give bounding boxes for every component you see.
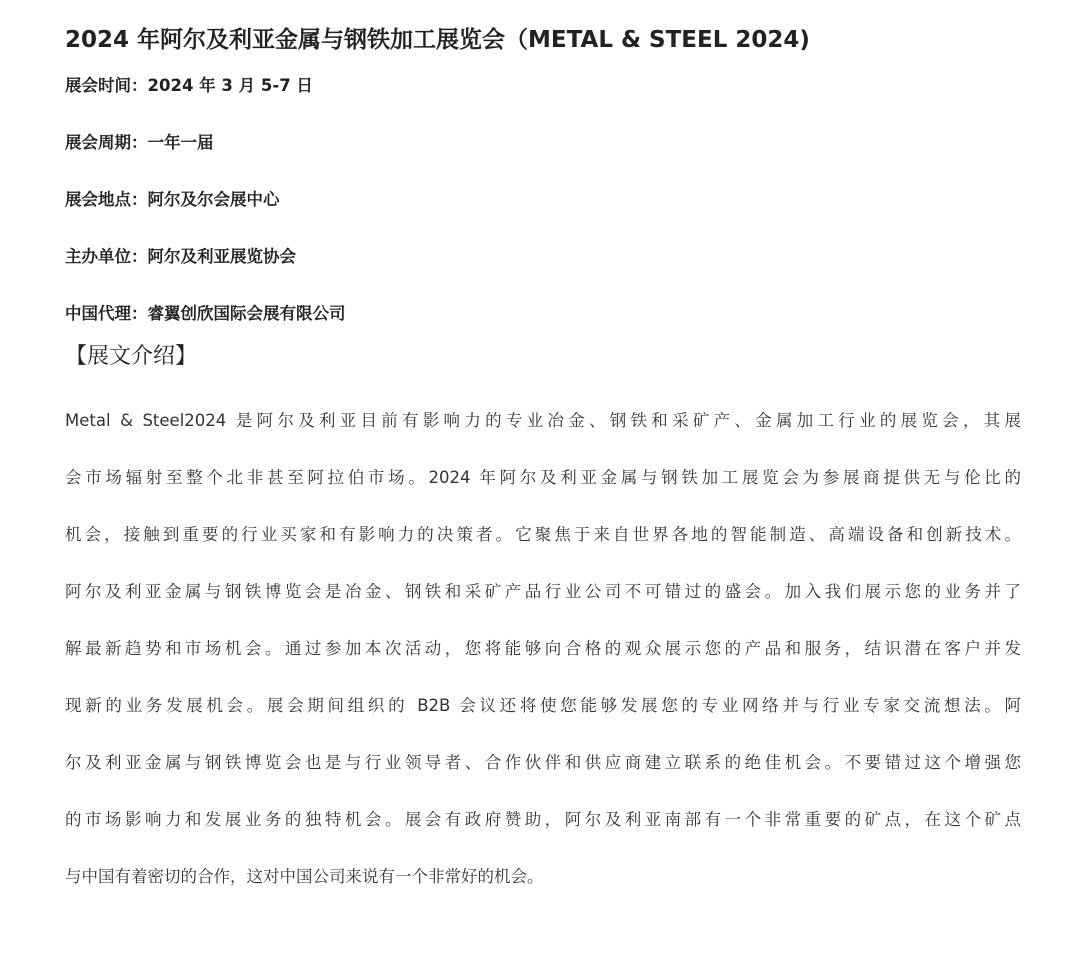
info-label: 展会时间：: [65, 76, 148, 95]
info-label: 主办单位：: [65, 247, 148, 266]
intro-line: 阿尔及利亚金属与钢铁博览会是冶金、钢铁和采矿产品行业公司不可错过的盛会。加入我们展示您的业务并了: [65, 582, 1021, 601]
info-value: 2024 年 3 月 5-7 日: [147, 76, 313, 95]
intro-line: 机会，接触到重要的行业买家和有影响力的决策者。它聚焦于来自世界各地的智能制造、高端设备和创新技术。: [65, 525, 1021, 544]
info-row-date: [65, 74, 1080, 98]
section-heading: 【展文介绍】: [65, 344, 198, 369]
intro-line: 会市场辐射至整个北非甚至阿拉伯市场。2024 年阿尔及利亚金属与钢铁加工展览会为参展商提供无与伦比的: [65, 468, 1021, 487]
intro-line: 与中国有着密切的合作，这对中国公司来说有一个非常好的机会。: [65, 867, 544, 886]
info-value: 睿翼创欣国际会展有限公司: [147, 304, 346, 323]
info-label: 中国代理：: [65, 304, 148, 323]
info-row-venue: [65, 188, 1080, 212]
info-value: 阿尔及尔会展中心: [147, 190, 280, 209]
intro-line: 尔及利亚金属与钢铁博览会也是与行业领导者、合作伙伴和供应商建立联系的绝佳机会。不要错过这个增强您: [65, 753, 1021, 772]
intro-line: 的市场影响力和发展业务的独特机会。展会有政府赞助，阿尔及利亚南部有一个非常重要的矿点，在这个矿点: [65, 810, 1021, 829]
info-row-china-agent: [65, 302, 1080, 326]
info-value: 阿尔及利亚展览协会: [147, 247, 296, 266]
info-value: 一年一届: [147, 133, 214, 152]
info-row-cycle: [65, 131, 1080, 155]
info-row-organizer: [65, 245, 1080, 269]
intro-line: Metal & Steel2024 是阿尔及利亚目前有影响力的专业冶金、钢铁和采矿产、金属加工行业的展览会，其展: [65, 411, 1021, 430]
document-title: 2024 年阿尔及利亚金属与钢铁加工展览会（METAL & STEEL 2024): [65, 27, 810, 53]
info-label: 展会地点：: [65, 190, 148, 209]
exhibition-info-list: [65, 74, 1080, 326]
intro-line: 解最新趋势和市场机会。通过参加本次活动，您将能够向合格的观众展示您的产品和服务，结识潜在客户并发: [65, 639, 1021, 658]
intro-paragraph: [65, 392, 1021, 905]
info-label: 展会周期：: [65, 133, 148, 152]
intro-line: 现新的业务发展机会。展会期间组织的 B2B 会议还将使您能够发展您的专业网络并与行业专家交流想法。阿: [65, 696, 1021, 715]
